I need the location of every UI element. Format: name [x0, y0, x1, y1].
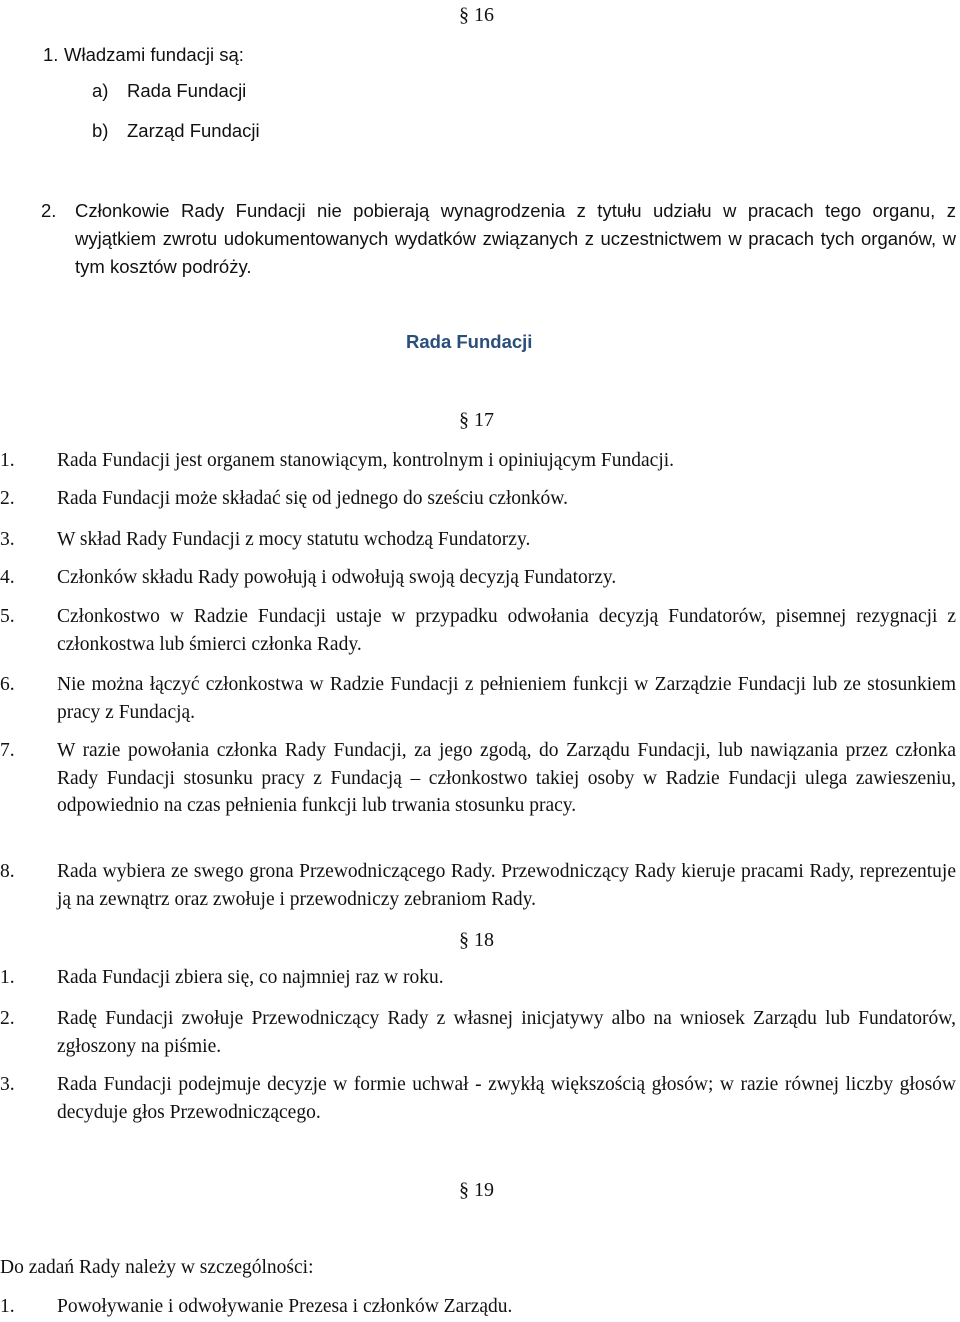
paragraph-number: 6.	[0, 674, 15, 695]
paragraph	[0, 737, 956, 820]
paragraph	[0, 1005, 956, 1060]
paragraph-number: 8.	[0, 861, 15, 882]
paragraph-text: Rada Fundacji jest organem stanowiącym, kontrolnym i opiniującym Fundacji.	[57, 450, 675, 471]
list-item-text: Rada Fundacji	[127, 80, 247, 101]
paragraph	[0, 1071, 956, 1126]
paragraph-number: 7.	[0, 740, 15, 761]
paragraph-text: Powoływanie i odwoływanie Prezesa i członków Zarządu.	[57, 1296, 513, 1317]
paragraph	[0, 447, 956, 475]
paragraph-text: Rada Fundacji zbiera się, co najmniej raz w roku.	[57, 967, 444, 988]
section-header-17: § 17	[459, 409, 494, 431]
section-header-19: § 19	[459, 1179, 494, 1201]
section-intro: Do zadań Rady należy w szczególności:	[0, 1257, 314, 1278]
paragraph-text: Radę Fundacji zwołuje Przewodniczący Rady z własnej inicjatywy albo na wniosek Zarządu lub Fundatorów, zgłoszony na piśmie.	[57, 1008, 956, 1057]
list-item-marker: b)	[92, 120, 109, 141]
paragraph-text: Członkostwo w Radzie Fundacji ustaje w przypadku odwołania decyzją Fundatorów, pisemnej rezygnacji z członkostwa lub śmierci członka Rady.	[57, 606, 956, 655]
paragraph-number: 5.	[0, 606, 15, 627]
list-item-marker: a)	[92, 80, 109, 101]
paragraph-text: W skład Rady Fundacji z mocy statutu wchodzą Fundatorzy.	[57, 529, 531, 550]
paragraph-number: 1.	[43, 44, 59, 65]
paragraph-number: 2.	[0, 1008, 15, 1029]
paragraph	[0, 485, 956, 513]
paragraph-text: Nie można łączyć członkostwa w Radzie Fundacji z pełnieniem funkcji w Zarządzie Fundacji lub ze stosunkiem pracy z Fundacją.	[57, 674, 956, 723]
paragraph-number: 1.	[0, 450, 15, 471]
paragraph	[0, 858, 956, 913]
paragraph-text: Rada Fundacji może składać się od jednego do sześciu członków.	[57, 488, 568, 509]
paragraph-text: Władzami fundacji są:	[64, 44, 244, 65]
paragraph-text: Członkowie Rady Fundacji nie pobierają wynagrodzenia z tytułu udziału w pracach tego organu, z wyjątkiem zwrotu udokumentowanych wydatków związanych z uczestnictwem w pracach tych organów, w tym kosztów podróży.	[75, 200, 956, 277]
paragraph-number: 3.	[0, 529, 15, 550]
paragraph-text: Członków składu Rady powołują i odwołują swoją decyzją Fundatorzy.	[57, 567, 617, 588]
paragraph-text: W razie powołania członka Rady Fundacji, za jego zgodą, do Zarządu Fundacji, lub nawiązania przez członka Rady Fundacji stosunku pracy z Fundacją – członkostwo takiej osoby w Radzie Fundacji ulega zawieszeniu, odpowiednio na czas pełnienia funkcji lub trwania stosunku pracy.	[57, 740, 956, 816]
paragraph	[0, 964, 956, 992]
paragraph	[41, 197, 956, 281]
paragraph	[0, 564, 956, 592]
paragraph	[0, 1293, 956, 1321]
section-header-18: § 18	[459, 929, 494, 951]
paragraph-number: 1.	[0, 1296, 15, 1317]
section-heading: Rada Fundacji	[406, 331, 533, 352]
paragraph-number: 1.	[0, 967, 15, 988]
paragraph-number: 4.	[0, 567, 15, 588]
list-item-text: Zarząd Fundacji	[127, 120, 260, 141]
paragraph-number: 3.	[0, 1074, 15, 1095]
paragraph	[0, 671, 956, 726]
paragraph	[0, 603, 956, 658]
paragraph-text: Rada wybiera ze swego grona Przewodniczącego Rady. Przewodniczący Rady kieruje pracami Rady, reprezentuje ją na zewnątrz oraz zwołuje i przewodniczy zebraniom Rady.	[57, 861, 956, 910]
paragraph-number: 2.	[0, 488, 15, 509]
paragraph-number: 2.	[41, 200, 57, 221]
paragraph-text: Rada Fundacji podejmuje decyzje w formie uchwał - zwykłą większością głosów; w razie równej liczby głosów decyduje głos Przewodniczącego.	[57, 1074, 956, 1123]
paragraph	[0, 526, 956, 554]
section-header-16: § 16	[459, 4, 494, 26]
